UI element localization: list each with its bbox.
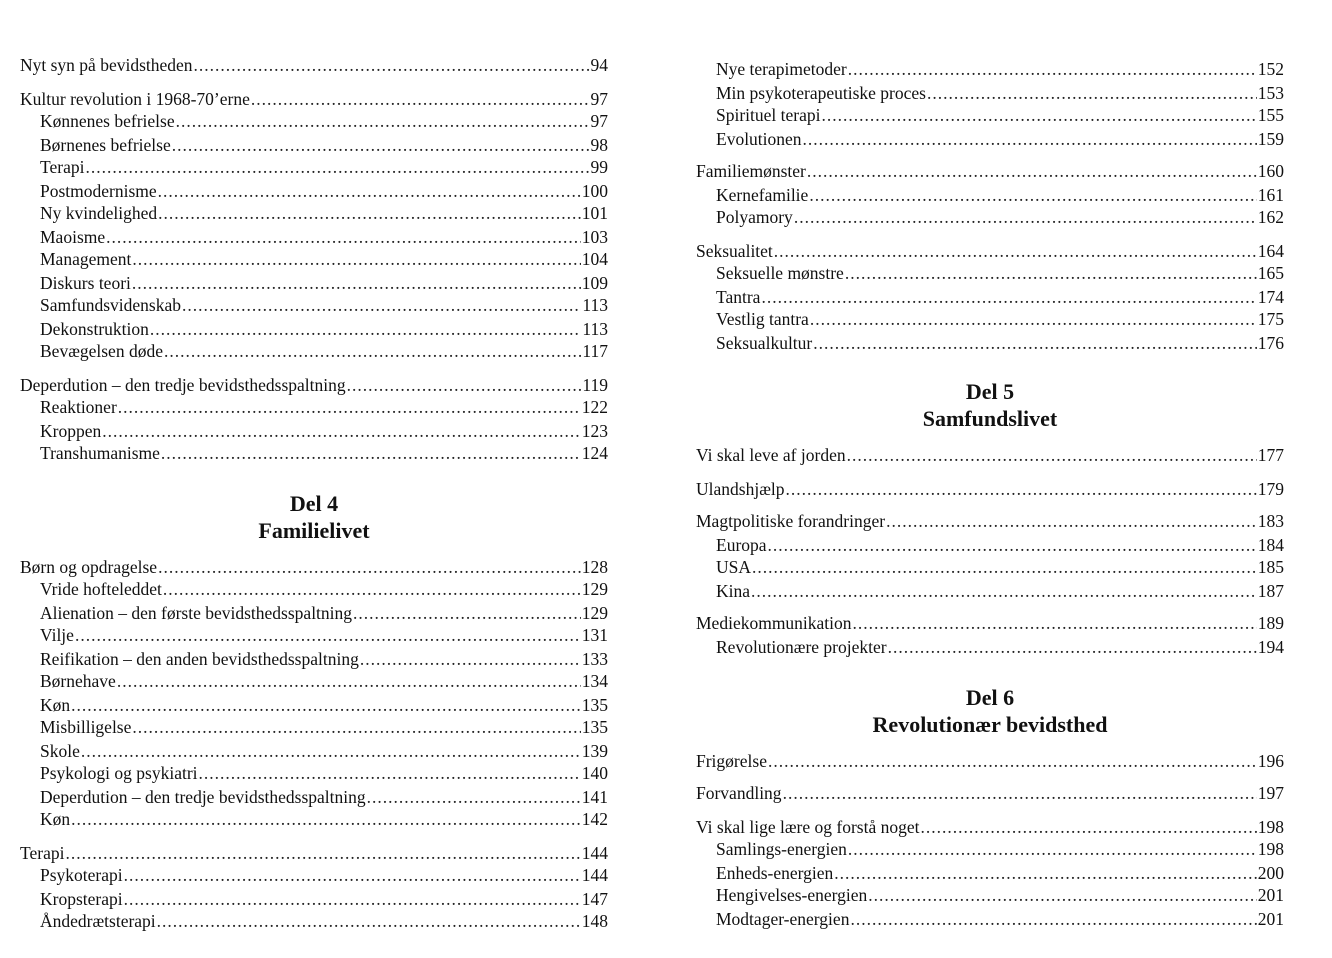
dot-leader: [347, 374, 582, 397]
dot-leader: [163, 578, 581, 601]
toc-entry: [20, 420, 608, 443]
toc-entry-title: Terapi: [40, 157, 85, 177]
toc-entry-title: Min psykoterapeutiske proces: [716, 83, 926, 103]
toc-entry-page: 141: [581, 787, 608, 807]
toc-entry: [20, 694, 608, 717]
toc-entry-page: 140: [581, 763, 608, 783]
dot-leader: [132, 248, 580, 271]
toc-entry-page: 119: [582, 375, 608, 395]
toc-entry: [696, 58, 1284, 81]
toc-entry-title: Børnenes befrielse: [40, 135, 171, 155]
toc-entry-title: Polyamory: [716, 207, 793, 227]
toc-entry: [696, 838, 1284, 861]
toc-entry-title: Psykologi og psykiatri: [40, 763, 198, 783]
toc-entry-page: 201: [1257, 909, 1284, 929]
toc-entry-title: Psykoterapi: [40, 865, 123, 885]
toc-entry-page: 129: [581, 579, 608, 599]
toc-entry-title: Køn: [40, 695, 71, 715]
toc-entry-page: 176: [1257, 333, 1284, 353]
dot-leader: [172, 134, 590, 157]
toc-entry-title: Transhumanisme: [40, 443, 160, 463]
dot-leader: [176, 110, 590, 133]
dot-leader: [751, 580, 1257, 603]
toc-entry-page: 200: [1257, 863, 1284, 883]
toc-entry-title: Bevægelsen døde: [40, 341, 163, 361]
toc-entry: [696, 908, 1284, 931]
toc-entry-title: Åndedrætsterapi: [40, 911, 156, 931]
dot-leader: [124, 864, 581, 887]
dot-leader: [75, 624, 581, 647]
dot-leader: [848, 58, 1257, 81]
toc-entry: [20, 864, 608, 887]
toc-entry: [696, 184, 1284, 207]
section-title: Familielivet: [258, 518, 370, 543]
toc-entry-title: Deperdution – den tredje bevidsthedsspaltning: [40, 787, 366, 807]
dot-leader: [886, 510, 1257, 533]
toc-entry-title: Revolutionære projekter: [716, 637, 887, 657]
dot-leader: [785, 478, 1256, 501]
toc-entry-page: 183: [1257, 511, 1284, 531]
toc-entry-page: 159: [1257, 129, 1284, 149]
toc-entry-page: 161: [1257, 185, 1284, 205]
dot-leader: [117, 670, 581, 693]
toc-entry-page: 147: [581, 889, 608, 909]
toc-entry-title: Reaktioner: [40, 397, 117, 417]
dot-leader: [813, 332, 1257, 355]
toc-entry-page: 162: [1257, 207, 1284, 227]
toc-entry-page: 164: [1257, 241, 1284, 261]
toc-entry-title: Europa: [716, 535, 767, 555]
toc-entry-page: 100: [581, 181, 608, 201]
toc-entry-title: Kultur revolution i 1968-70’erne: [20, 89, 250, 109]
toc-entry: [20, 786, 608, 809]
dot-leader: [807, 160, 1257, 183]
dot-leader: [150, 318, 582, 341]
toc-entry-title: Samfundsvidenskab: [40, 295, 181, 315]
toc-entry-page: 135: [581, 695, 608, 715]
dot-leader: [847, 444, 1257, 467]
toc-entry: [696, 160, 1284, 183]
toc-entry-title: Forvandling: [696, 783, 782, 803]
dot-leader: [106, 226, 581, 249]
toc-entry-page: 152: [1257, 59, 1284, 79]
toc-entry-page: 117: [582, 341, 608, 361]
toc-entry: [20, 556, 608, 579]
toc-entry: [696, 636, 1284, 659]
toc-entry-page: 179: [1257, 479, 1284, 499]
toc-entry-title: Postmodernisme: [40, 181, 157, 201]
toc-entry-page: 197: [1257, 783, 1284, 803]
toc-entry-page: 174: [1257, 287, 1284, 307]
toc-entry-page: 122: [581, 397, 608, 417]
toc-entry-title: Seksuelle mønstre: [716, 263, 844, 283]
toc-entry-title: Nyt syn på bevidstheden: [20, 55, 193, 75]
toc-entry-title: Børn og opdragelse: [20, 557, 158, 577]
toc-entry-title: Spirituel terapi: [716, 105, 821, 125]
toc-entry-page: 104: [581, 249, 608, 269]
toc-entry-title: Alienation – den første bevidsthedsspaltning: [40, 603, 353, 623]
toc-entry-page: 148: [581, 911, 608, 931]
toc-entry-page: 97: [590, 111, 608, 131]
toc-entry: [20, 272, 608, 295]
toc-entry-page: 201: [1257, 885, 1284, 905]
toc-entry-page: 101: [581, 203, 608, 223]
toc-entry: [696, 332, 1284, 355]
toc-entry-title: Reifikation – den anden bevidsthedsspaltning: [40, 649, 359, 669]
toc-entry: [696, 580, 1284, 603]
toc-entry: [20, 110, 608, 133]
toc-entry: [20, 648, 608, 671]
toc-entry-title: Kina: [716, 581, 751, 601]
toc-entry: [696, 262, 1284, 285]
toc-entry-title: Terapi: [20, 843, 65, 863]
toc-entry: [20, 624, 608, 647]
dot-leader: [810, 308, 1257, 331]
dot-leader: [809, 184, 1256, 207]
toc-entry: [20, 248, 608, 271]
dot-leader: [853, 612, 1257, 635]
toc-entry: [20, 374, 608, 397]
toc-entry-page: 99: [590, 157, 608, 177]
toc-entry: [696, 750, 1284, 773]
toc-entry: [20, 156, 608, 179]
toc-entry-title: Dekonstruktion: [40, 319, 149, 339]
toc-entry-page: 135: [581, 717, 608, 737]
toc-entry: [20, 54, 608, 77]
toc-entry-page: 124: [581, 443, 608, 463]
dot-leader: [132, 272, 581, 295]
dot-leader: [794, 206, 1257, 229]
section-part-number: Del 5: [965, 379, 1015, 404]
toc-entry: [696, 286, 1284, 309]
dot-leader: [132, 716, 580, 739]
toc-entry: [696, 612, 1284, 635]
toc-entry-title: Tantra: [716, 287, 761, 307]
toc-entry: [696, 510, 1284, 533]
toc-entry-title: Familiemønster: [696, 161, 806, 181]
dot-leader: [803, 128, 1257, 151]
toc-entry: [696, 816, 1284, 839]
toc-entry-page: 103: [581, 227, 608, 247]
toc-entry-page: 131: [581, 625, 608, 645]
dot-leader: [768, 750, 1257, 773]
toc-entry-title: Deperdution – den tredje bevidsthedsspaltning: [20, 375, 346, 395]
toc-entry-title: Kønnenes befrielse: [40, 111, 175, 131]
toc-entry: [20, 762, 608, 785]
toc-entry: [20, 134, 608, 157]
toc-entry: [696, 444, 1284, 467]
toc-entry: [20, 842, 608, 865]
toc-entry-title: Vi skal leve af jorden: [696, 445, 846, 465]
toc-entry-title: Vilje: [40, 625, 74, 645]
toc-entry-page: 198: [1257, 839, 1284, 859]
dot-leader: [367, 786, 581, 809]
toc-entry-page: 165: [1257, 263, 1284, 283]
toc-entry: [696, 308, 1284, 331]
toc-entry-title: Mediekommunikation: [696, 613, 852, 633]
dot-leader: [834, 862, 1256, 885]
toc-entry-page: 144: [581, 865, 608, 885]
toc-entry-page: 177: [1257, 445, 1284, 465]
dot-leader: [888, 636, 1257, 659]
dot-leader: [920, 816, 1256, 839]
dot-leader: [182, 294, 581, 317]
dot-leader: [158, 202, 581, 225]
toc-entry: [20, 396, 608, 419]
dot-leader: [251, 88, 590, 111]
toc-entry-page: 123: [581, 421, 608, 441]
dot-leader: [868, 884, 1256, 907]
toc-entry-page: 175: [1257, 309, 1284, 329]
toc-entry: [696, 206, 1284, 229]
dot-leader: [158, 556, 581, 579]
toc-entry-title: Management: [40, 249, 132, 269]
dot-leader: [850, 908, 1256, 931]
toc-entry-title: Kroppen: [40, 421, 102, 441]
toc-entry-title: Ny kvindelighed: [40, 203, 158, 223]
toc-entry-page: 196: [1257, 751, 1284, 771]
toc-entry: [20, 740, 608, 763]
dot-leader: [360, 648, 581, 671]
toc-entry-page: 184: [1257, 535, 1284, 555]
toc-entry-title: Seksualkultur: [716, 333, 813, 353]
toc-entry-title: Børnehave: [40, 671, 116, 691]
toc-entry-title: Vi skal lige lære og forstå noget: [696, 817, 920, 837]
toc-entry-page: 187: [1257, 581, 1284, 601]
toc-entry-page: 133: [581, 649, 608, 669]
dot-leader: [158, 180, 581, 203]
toc-entry: [20, 202, 608, 225]
dot-leader: [848, 838, 1257, 861]
toc-entry-page: 129: [581, 603, 608, 623]
toc-entry-page: 97: [590, 89, 608, 109]
toc-entry-page: 189: [1257, 613, 1284, 633]
toc-entry: [20, 442, 608, 465]
toc-entry-page: 153: [1257, 83, 1284, 103]
toc-entry-title: Enheds-energien: [716, 863, 834, 883]
toc-entry-title: Samlings-energien: [716, 839, 847, 859]
dot-leader: [199, 762, 581, 785]
dot-leader: [164, 340, 581, 363]
toc-entry-title: Seksualitet: [696, 241, 773, 261]
dot-leader: [124, 888, 581, 911]
dot-leader: [71, 694, 581, 717]
toc-entry: [20, 226, 608, 249]
toc-entry-title: Modtager-energien: [716, 909, 850, 929]
toc-entry-title: Vestlig tantra: [716, 309, 809, 329]
toc-entry-title: Hengivelses-energien: [716, 885, 868, 905]
toc-entry: [20, 294, 608, 317]
toc-entry-page: 109: [581, 273, 608, 293]
dot-leader: [102, 420, 581, 443]
toc-entry-page: 128: [581, 557, 608, 577]
toc-entry-title: Kernefamilie: [716, 185, 809, 205]
toc-entry-title: Skole: [40, 741, 80, 761]
toc-entry: [20, 318, 608, 341]
toc-entry-title: Diskurs teori: [40, 273, 131, 293]
dot-leader: [65, 842, 580, 865]
toc-entry: [696, 128, 1284, 151]
dot-leader: [118, 396, 581, 419]
toc-entry: [20, 808, 608, 831]
section-title: Revolutionær bevidsthed: [872, 712, 1108, 737]
toc-entry-page: 113: [582, 295, 608, 315]
toc-entry-page: 144: [581, 843, 608, 863]
section-part-number: Del 6: [965, 685, 1015, 710]
dot-leader: [783, 782, 1257, 805]
dot-leader: [81, 740, 581, 763]
toc-entry-page: 134: [581, 671, 608, 691]
dot-leader: [768, 534, 1257, 557]
toc-entry-page: 142: [581, 809, 608, 829]
toc-entry: [20, 88, 608, 111]
toc-entry-page: 155: [1257, 105, 1284, 125]
dot-leader: [927, 82, 1257, 105]
toc-entry-title: Magtpolitiske forandringer: [696, 511, 886, 531]
toc-entry-page: 160: [1257, 161, 1284, 181]
dot-leader: [157, 910, 581, 933]
dot-leader: [71, 808, 581, 831]
toc-entry-title: Misbilligelse: [40, 717, 132, 737]
dot-leader: [161, 442, 581, 465]
toc-entry-title: Kropsterapi: [40, 889, 123, 909]
dot-leader: [774, 240, 1257, 263]
toc-entry-page: 185: [1257, 557, 1284, 577]
toc-entry: [696, 884, 1284, 907]
toc-entry: [696, 782, 1284, 805]
section-part-number: Del 4: [289, 491, 339, 516]
toc-entry-page: 194: [1257, 637, 1284, 657]
dot-leader: [761, 286, 1256, 309]
toc-entry-title: Maoisme: [40, 227, 106, 247]
toc-entry: [20, 910, 608, 933]
toc-entry-title: Vride hofteleddet: [40, 579, 162, 599]
toc-entry: [696, 862, 1284, 885]
toc-entry-page: 98: [590, 135, 608, 155]
toc-entry: [20, 888, 608, 911]
dot-leader: [85, 156, 589, 179]
toc-entry-page: 94: [590, 55, 608, 75]
toc-entry-page: 198: [1257, 817, 1284, 837]
toc-entry-page: 139: [581, 741, 608, 761]
toc-entry: [20, 602, 608, 625]
toc-entry-title: USA: [716, 557, 752, 577]
dot-leader: [194, 54, 590, 77]
toc-entry-title: Nye terapimetoder: [716, 59, 847, 79]
toc-entry-title: Køn: [40, 809, 71, 829]
toc-entry: [696, 556, 1284, 579]
toc-entry: [20, 180, 608, 203]
dot-leader: [353, 602, 581, 625]
dot-leader: [822, 104, 1257, 127]
toc-entry: [696, 240, 1284, 263]
toc-entry: [696, 478, 1284, 501]
toc-entry: [696, 534, 1284, 557]
toc-entry: [20, 716, 608, 739]
toc-entry-title: Evolutionen: [716, 129, 802, 149]
toc-entry-title: Frigørelse: [696, 751, 767, 771]
section-title: Samfundslivet: [922, 406, 1058, 431]
toc-entry: [20, 670, 608, 693]
toc-entry: [20, 340, 608, 363]
toc-entry-title: Ulandshjælp: [696, 479, 785, 499]
dot-leader: [845, 262, 1257, 285]
toc-entry: [696, 82, 1284, 105]
toc-entry: [20, 578, 608, 601]
dot-leader: [752, 556, 1257, 579]
toc-entry: [696, 104, 1284, 127]
toc-entry-page: 113: [582, 319, 608, 339]
